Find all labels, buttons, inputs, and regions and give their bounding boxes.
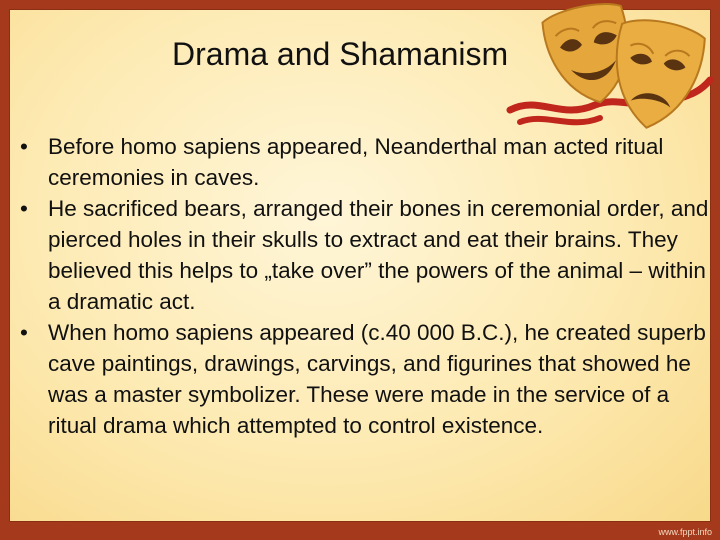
- bullet-item: [20, 131, 710, 193]
- bullet-list: [20, 131, 710, 441]
- bullet-glyph: •: [20, 134, 28, 159]
- bullet-text: When homo sapiens appeared (c.40 000 B.C.), he created superb cave paintings, drawings, carvings, and figurines that showed he was a master symbolizer. These were made in the service of a ritual drama which attempted to control existence.: [48, 320, 706, 438]
- bullet-item: [20, 193, 710, 317]
- bullet-text: He sacrificed bears, arranged their bones in ceremonial order, and pierced holes in their skulls to extract and eat their brains. They believed this helps to „take over” the powers of the animal – within a dramatic act.: [48, 196, 709, 314]
- bullet-glyph: •: [20, 196, 28, 221]
- footer-credit: www.fppt.info: [658, 527, 712, 537]
- slide-title: Drama and Shamanism: [172, 36, 509, 72]
- bullet-glyph: •: [20, 320, 28, 345]
- bullet-item: [20, 317, 710, 441]
- bullet-text: Before homo sapiens appeared, Neanderthal man acted ritual ceremonies in caves.: [48, 134, 664, 190]
- theater-masks-icon: [500, 0, 715, 140]
